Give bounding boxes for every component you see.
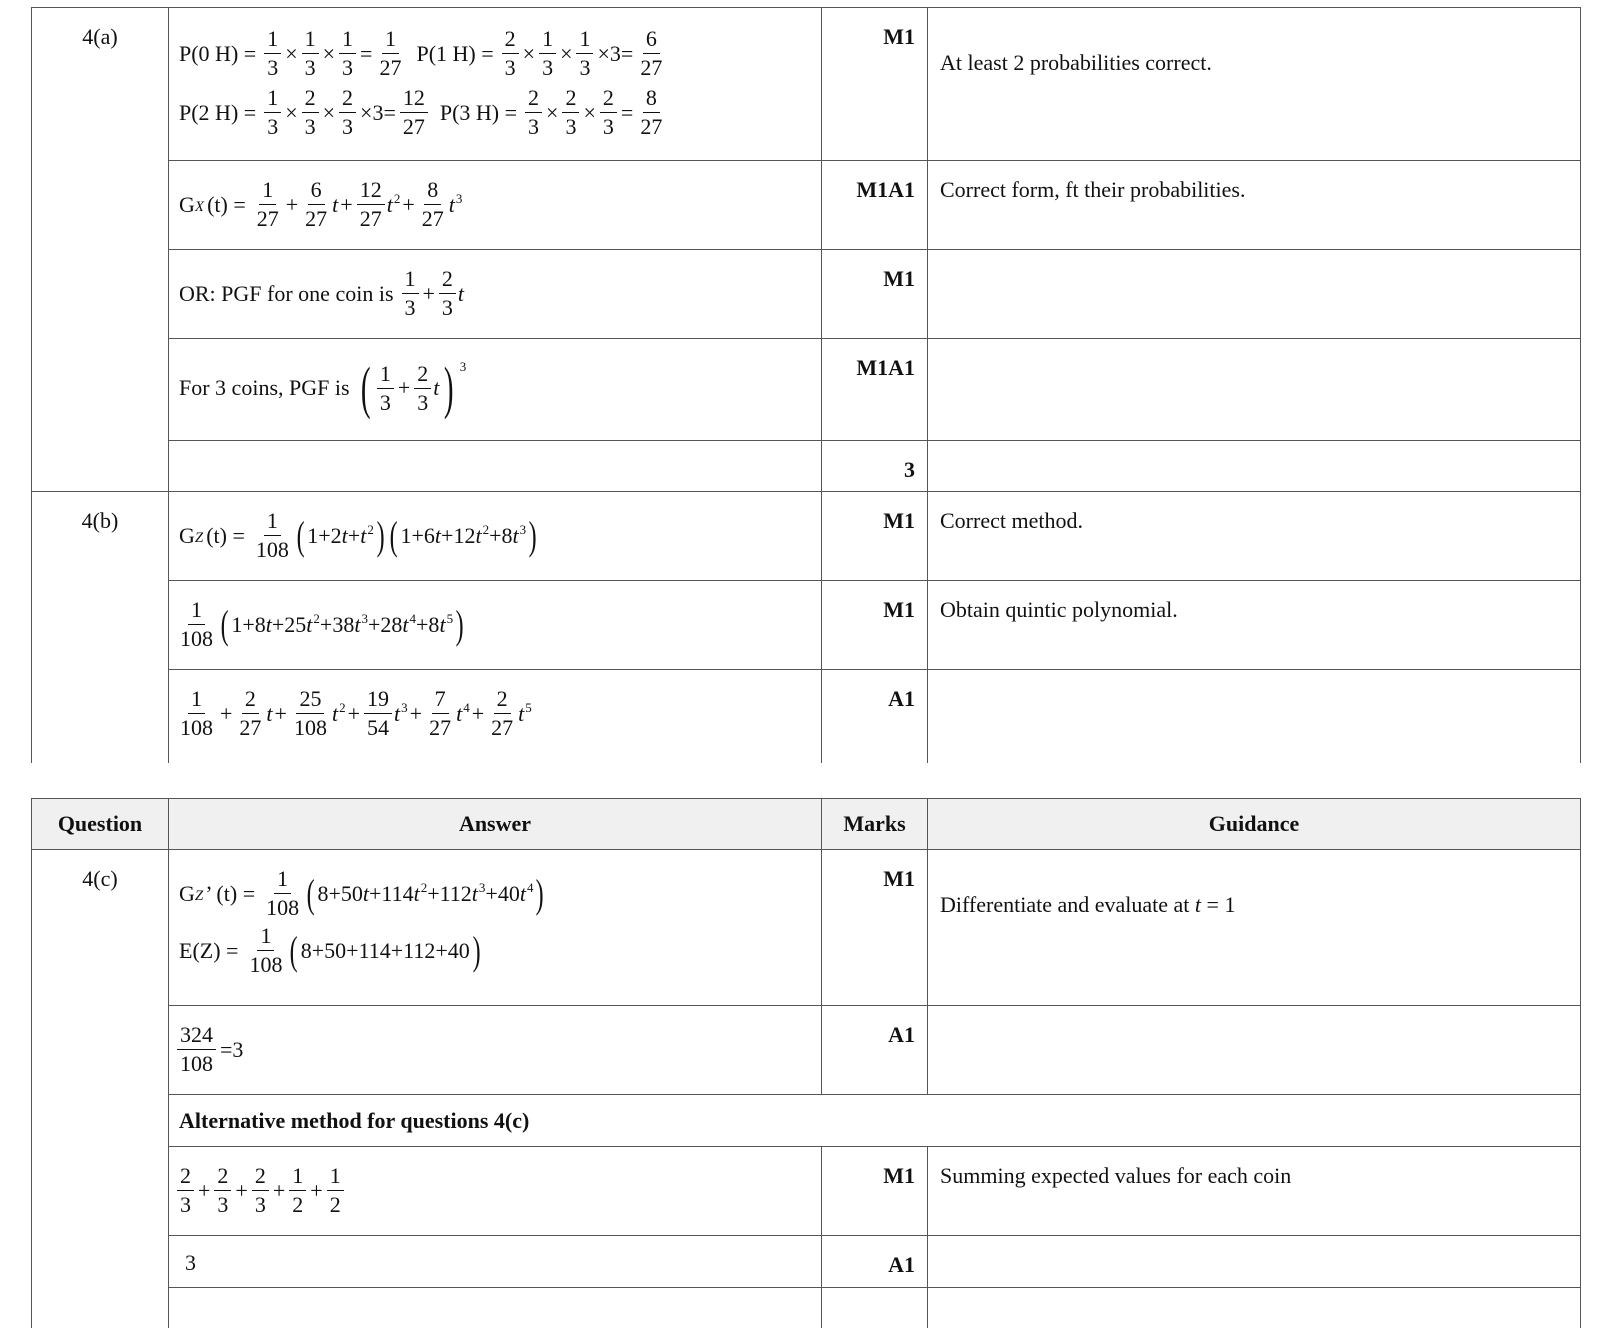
mark-code: A1 [888, 686, 915, 711]
table-row [32, 1236, 1581, 1288]
marks-cell [822, 1006, 928, 1095]
guidance-cell [928, 1006, 1581, 1095]
pgf-gx-equation: G X (t) = $\frac{1}{27}$ + $\frac{6}{27}$ t + $\frac{12}{27}$ t 2 + $\frac{8}{27}$ t 3 [179, 177, 463, 231]
final-expectation-equation: $\frac{324}{108}$ =3 [175, 1024, 245, 1075]
p0-label: P(0 H) = [179, 40, 257, 66]
alternative-method-heading [169, 1095, 1581, 1147]
mark-code: M1 [883, 1163, 915, 1188]
simplified-pgf-equation: $\frac{1}{108}$ + $\frac{2}{27}$ t + $\frac{25}{108}$ t 2 + $\frac{19}{54}$ t 3 + $\frac{7}{27}$ t 4 + $\frac{2}{27}$ t 5 [180, 686, 532, 740]
marks-cell [822, 1147, 928, 1236]
header-marks: Marks [822, 799, 928, 850]
answer-cell [169, 1236, 822, 1288]
p3-label: P(3 H) = [439, 99, 518, 125]
guidance-text: At least 2 probabilities correct. [940, 50, 1212, 75]
gx-subscript: X [194, 199, 205, 215]
guidance-cell [928, 1236, 1581, 1288]
table-row [32, 339, 1581, 441]
guidance-variable: t [1194, 892, 1202, 917]
question-cell-4c [32, 850, 169, 1328]
gz-subscript: Z [194, 530, 204, 546]
answer-cell [169, 581, 822, 670]
guidance-cell [928, 8, 1581, 161]
alternative-method-text: Alternative method for questions 4(c) [179, 1107, 530, 1133]
marks-cell [822, 1236, 928, 1288]
answer-cell [169, 1006, 822, 1095]
guidance-cell [928, 581, 1581, 670]
marks-cell [822, 161, 928, 250]
table-row [32, 441, 1581, 492]
mark-code: M1 [883, 597, 915, 622]
table-row [32, 1147, 1581, 1236]
mark-code: M1 [883, 508, 915, 533]
question-cell-4a [32, 8, 169, 492]
marks-cell [822, 670, 928, 763]
marks-cell [822, 441, 928, 492]
guidance-cell [928, 492, 1581, 581]
answer-cell [169, 441, 822, 492]
quintic-expansion-equation: $\frac{1}{108}$ ( 1+8 t +25 t 2 +38 t 3 +28 t 4 +8 t 5 ) [180, 597, 464, 651]
guidance-cell [928, 670, 1581, 763]
mark-code: M1A1 [856, 177, 915, 202]
guidance-text: Correct form, ft their probabilities. [940, 177, 1246, 202]
guidance-text: Summing expected values for each coin [940, 1163, 1292, 1188]
gz-symbol: G [179, 522, 195, 548]
p2-label: P(2 H) = [179, 99, 257, 125]
mark-code: M1 [883, 866, 915, 891]
question-cell-4b [32, 492, 169, 763]
marks-cell [822, 250, 928, 339]
marks-cell [822, 492, 928, 581]
gz-symbol: G [179, 880, 195, 906]
guidance-text-end: = 1 [1201, 892, 1236, 917]
table-row [32, 1006, 1581, 1095]
answer-cell [169, 250, 822, 339]
header-answer: Answer [169, 799, 822, 850]
table-row [32, 670, 1581, 763]
question-label: 4(a) [82, 24, 118, 49]
marks-cell [822, 339, 928, 441]
gx-symbol: G [179, 191, 195, 217]
mark-code: M1 [883, 24, 915, 49]
mark-total: 3 [904, 457, 915, 482]
guidance-text: Differentiate and evaluate at [940, 892, 1195, 917]
header-guidance: Guidance [928, 799, 1581, 850]
guidance-cell [928, 1147, 1581, 1236]
guidance-cell [928, 441, 1581, 492]
pgf-three-coins-equation: For 3 coins, PGF is ( $\frac{1}{3}$ + $\frac{2}{3}$ t ) 3 [179, 355, 467, 420]
probability-equation-p0-p1: P(0 H) = $\frac{1}{3}$ × $\frac{1}{3}$ × $\frac{1}{3}$ = $\frac{1}{27}$ P(1 H) = $\frac{2}{3}$ × $\frac{1}{3}$ × $\frac{1}{3}$ ×3= $\frac{6}{27}$ [179, 26, 663, 80]
question-label: 4(c) [82, 866, 118, 891]
table-row [32, 250, 1581, 339]
gz-derivative-equation: G Z ’ (t) = $\frac{1}{108}$ ( 8+50 t +114 t 2 +112 t 3 +40 t 4 ) [179, 866, 545, 920]
table-header-row [32, 799, 1581, 850]
mark-code: M1 [883, 266, 915, 291]
guidance-cell [928, 339, 1581, 441]
guidance-text: Correct method. [940, 508, 1083, 533]
table-row [32, 850, 1581, 1006]
table-row [32, 581, 1581, 670]
guidance-cell [928, 161, 1581, 250]
answer-value: 3 [185, 1250, 196, 1275]
answer-cell [169, 492, 822, 581]
answer-cell [169, 8, 822, 161]
pgf-one-coin-text: OR: PGF for one coin is [179, 280, 394, 306]
answer-cell [169, 339, 822, 441]
probability-equation-p2-p3: P(2 H) = $\frac{1}{3}$ × $\frac{2}{3}$ × $\frac{2}{3}$ ×3= $\frac{12}{27}$ P(3 H) = $\frac{2}{3}$ × $\frac{2}{3}$ × $\frac{2}{3}$ = $\frac{8}{27}$ [179, 85, 663, 139]
answer-cell [169, 670, 822, 763]
answer-cell [169, 850, 822, 1006]
pgf-one-coin-equation: OR: PGF for one coin is $\frac{1}{3}$ + $\frac{2}{3}$ t [179, 266, 465, 320]
marks-cell [822, 8, 928, 161]
table-row [32, 492, 1581, 581]
table-row [32, 8, 1581, 161]
mark-scheme-table-lower [31, 798, 1581, 1328]
mark-code: A1 [888, 1252, 915, 1277]
table-row [32, 1095, 1581, 1147]
gz-derivative-argument: ’ (t) = [205, 880, 256, 906]
marks-cell [822, 581, 928, 670]
mark-code: M1A1 [856, 355, 915, 380]
gz-subscript: Z [194, 888, 204, 904]
ez-label: E(Z) = [179, 937, 239, 963]
pgf-three-coins-text: For 3 coins, PGF is [179, 375, 350, 400]
guidance-text: Obtain quintic polynomial. [940, 597, 1178, 622]
guidance-cell [928, 850, 1581, 1006]
mark-scheme-table-upper [31, 7, 1581, 763]
answer-cell [169, 1147, 822, 1236]
marks-cell [822, 850, 928, 1006]
gz-argument: (t) = [206, 522, 245, 548]
mark-code: A1 [888, 1022, 915, 1047]
guidance-cell [928, 250, 1581, 339]
question-label: 4(b) [81, 508, 119, 533]
answer-cell [169, 161, 822, 250]
header-question: Question [32, 799, 169, 850]
p1-label: P(1 H) = [416, 40, 494, 66]
expectation-equation: E(Z) = $\frac{1}{108}$ ( 8+50+114+112+40 ) [179, 923, 481, 977]
table-row [32, 161, 1581, 250]
pgf-gz-equation: G Z (t) = $\frac{1}{108}$ ( 1+2 t + t 2 ) ( 1+6 t +12 t 2 +8 t 3 ) [179, 508, 537, 562]
gx-argument: (t) = [207, 191, 246, 217]
sum-expectations-equation: $\frac{2}{3}$ + $\frac{2}{3}$ + $\frac{2}{3}$ + $\frac{1}{2}$ + $\frac{1}{2}$ [175, 1165, 346, 1216]
